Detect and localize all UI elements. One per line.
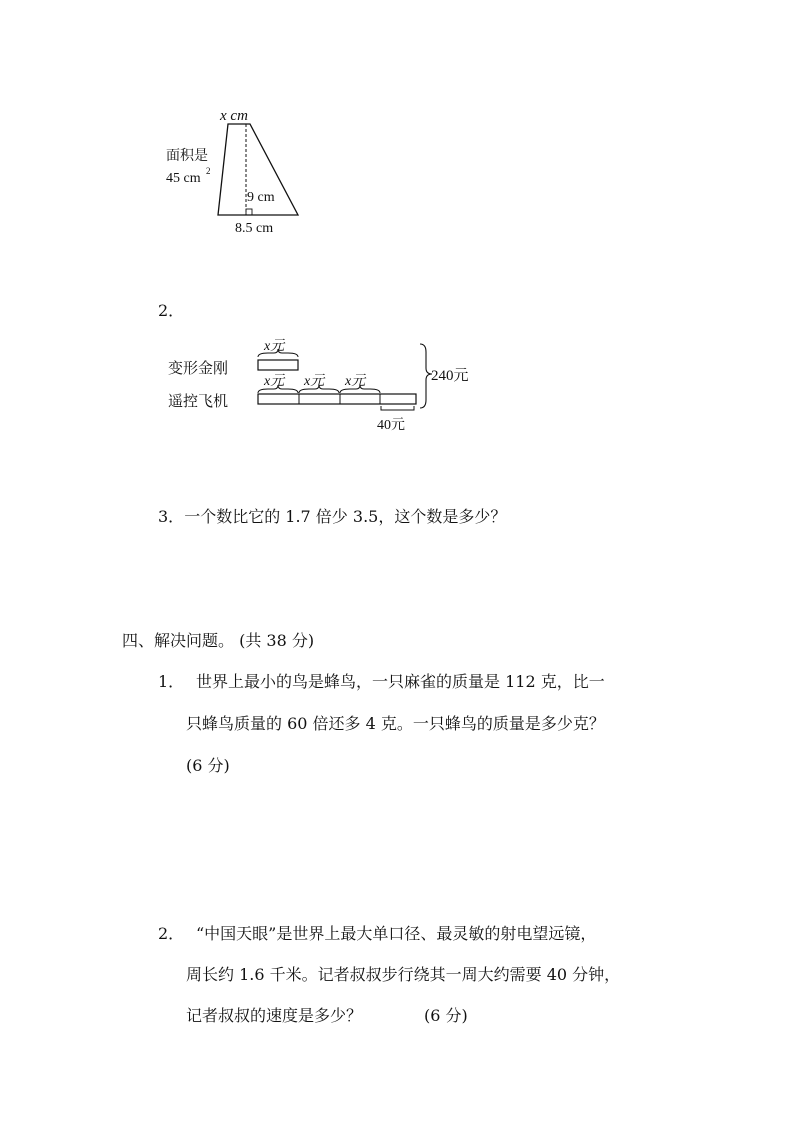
q1-line1: 世界上最小的鸟是蜂鸟，一只麻雀的质量是 112 克，比一 <box>196 672 605 691</box>
q2-number: 2． <box>158 924 185 943</box>
top-segment-label: x元 <box>264 339 285 354</box>
q2-line2: 周长约 1.6 千米。记者叔叔步行绕其一周大约需要 40 分钟， <box>186 965 621 984</box>
q2-line1: “中国天眼”是世界上最大单口径、最灵敏的射电望远镜， <box>196 924 597 943</box>
base-label: 8.5 cm <box>235 221 274 236</box>
item3-question <box>158 504 506 527</box>
row2-label: 遥控飞机 <box>168 394 229 410</box>
right-angle-mark <box>246 209 252 215</box>
segment-label-1: x元 <box>264 374 285 389</box>
q2-score: (6 分) <box>424 1006 468 1025</box>
row2-bar <box>258 394 416 404</box>
item3-text: 一个数比它的 1.7 倍少 3.5，这个数是多少？ <box>184 507 507 526</box>
section4-heading: 四、解决问题。 (共 38 分) <box>122 631 315 650</box>
top-side-label: x cm <box>220 108 248 124</box>
row1-label: 变形金刚 <box>168 361 229 377</box>
height-label: 9 cm <box>247 190 275 205</box>
bottom-bracket <box>381 406 414 410</box>
area-label-line1: 面积是 <box>166 149 208 164</box>
q1-score: (6 分) <box>186 756 230 775</box>
segment-label-2: x元 <box>304 374 325 389</box>
q1-number: 1． <box>158 672 185 691</box>
q2-line3: 记者叔叔的速度是多少？ <box>186 1006 363 1025</box>
segment-diagram <box>160 330 490 440</box>
item2-number: 2． <box>158 301 185 320</box>
row1-bar <box>258 360 298 370</box>
area-label-line2: 45 cm <box>166 171 201 186</box>
extra-label: 40元 <box>377 418 405 433</box>
item3-number: 3． <box>158 507 185 526</box>
segment-label-3: x元 <box>345 374 366 389</box>
area-superscript: 2 <box>206 166 211 176</box>
trapezoid-figure <box>160 100 330 245</box>
total-label: 240元 <box>431 368 469 384</box>
q1-line2: 只蜂鸟质量的 60 倍还多 4 克。一只蜂鸟的质量是多少克？ <box>186 714 605 733</box>
